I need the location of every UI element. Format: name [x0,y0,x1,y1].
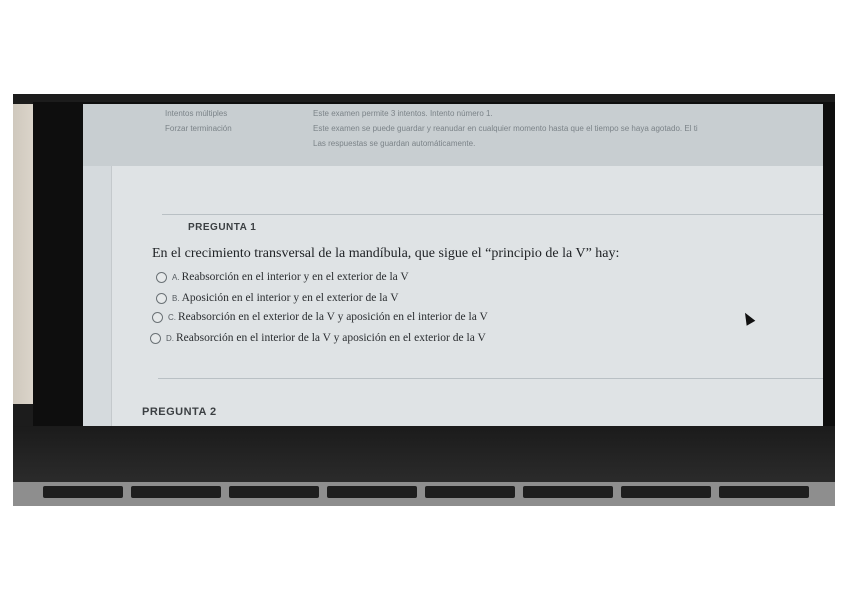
option-b-radio[interactable] [156,293,167,304]
info-value-force-completion: Este examen se puede guardar y reanudar en cualquier momento hasta que el tiempo se haya agotado. El ti [313,124,698,133]
option-a-letter: A. [172,272,180,282]
option-b[interactable] [156,290,399,306]
laptop-screen [83,104,823,426]
laptop-photo [13,94,835,506]
option-c-label: Reabsorción en el exterior de la V y aposición en el interior de la V [178,311,488,323]
option-b-label: Aposición en el interior y en el exterior de la V [181,292,399,304]
info-value-autosave: Las respuestas se guardan automáticamente. [313,139,476,148]
keyboard-key [43,486,123,498]
option-b-letter: B. [172,293,180,303]
option-d-radio[interactable] [150,333,161,344]
keyboard-key [327,486,417,498]
option-d[interactable] [150,330,486,346]
info-value-attempts: Este examen permite 3 intentos. Intento número 1. [313,109,493,118]
question-1-heading: PREGUNTA 1 [188,222,257,233]
option-c-radio[interactable] [152,312,163,323]
question-2-heading: PREGUNTA 2 [142,406,217,418]
exam-info-panel [83,104,823,166]
question-1-text: En el crecimiento transversal de la mandíbula, que sigue el “principio de la V” hay: [152,246,620,261]
keyboard-key [425,486,515,498]
info-label-attempts: Intentos múltiples [165,109,228,118]
divider [158,378,823,379]
option-c[interactable] [152,309,488,325]
keyboard-key [523,486,613,498]
keyboard-key [621,486,711,498]
option-a-label: Reabsorción en el interior y en el exterior de la V [181,271,409,283]
option-d-letter: D. [166,333,174,343]
option-d-label: Reabsorción en el interior de la V y aposición en el exterior de la V [176,332,486,344]
option-c-letter: C. [168,312,176,322]
info-label-force-completion: Forzar terminación [165,124,232,133]
keyboard-key [229,486,319,498]
question-card [111,166,823,426]
keyboard-key [719,486,809,498]
option-a[interactable] [156,269,409,285]
keyboard [13,482,835,506]
keyboard-key [131,486,221,498]
divider [162,214,823,215]
option-a-radio[interactable] [156,272,167,283]
laptop-frame [13,426,835,486]
